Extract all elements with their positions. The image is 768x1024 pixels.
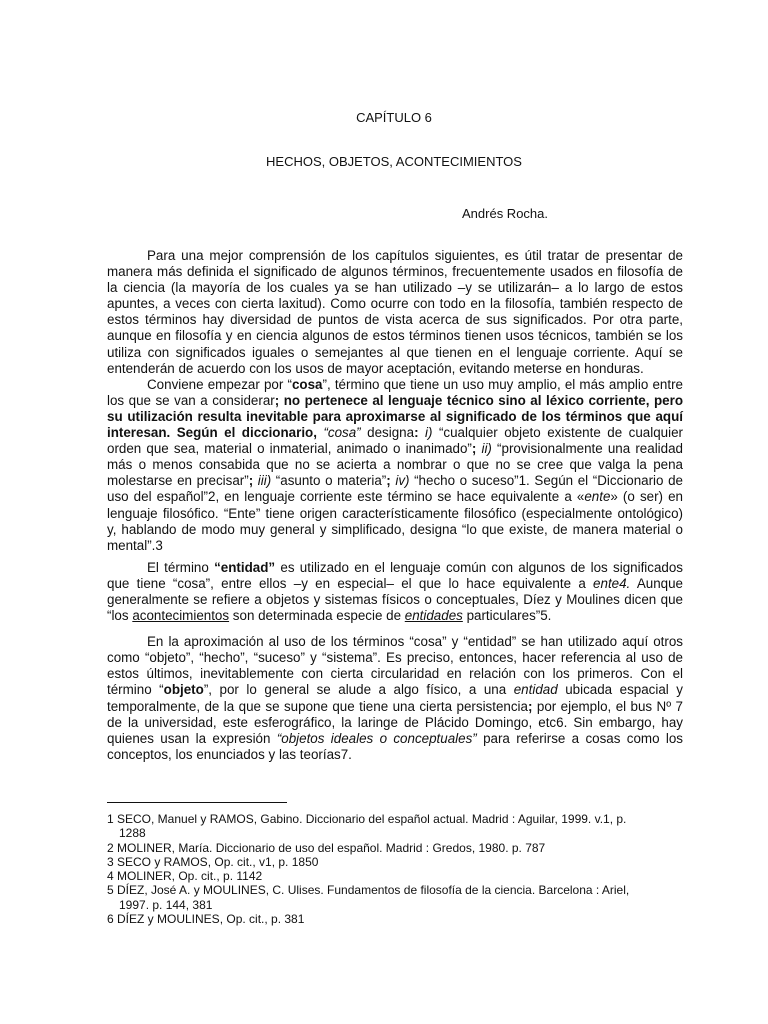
text-run: particulares”5. xyxy=(462,608,552,624)
footnote xyxy=(107,883,683,912)
text-run: ”, término que tiene un uso muy amplio, el más amplio entre los que se van a considerar xyxy=(107,376,683,408)
text-run: » (o ser) en lenguaje filosófico. “Ente” tiene origen característicamente filosófico (especialmente ontológico) y, hablando de modo muy general y simplificado, designa “lo que existe, de manera material o mental”.3 xyxy=(107,489,683,553)
term-cosa: cosa xyxy=(291,376,323,392)
text-run: por ejemplo, el bus Nº 7 de la universidad, este esferográfico, la laringe de Plácido Domingo, etc6. Sin embargo, hay quienes usan la expresión xyxy=(107,698,683,746)
footnote xyxy=(107,841,683,855)
text-run: ”, por lo general se alude a algo físico, a una xyxy=(203,682,514,698)
footnote xyxy=(107,912,683,926)
enum-marker: iii) xyxy=(257,473,272,489)
text-run: Aunque generalmente se refiere a objetos y sistemas físicos o conceptuales, Díez y Moulines dicen que “los xyxy=(107,575,683,624)
enum-marker: i) xyxy=(425,425,433,441)
text-run-bold: : xyxy=(414,425,426,441)
footnote-text: 6 DÍEZ y MOULINES, Op. cit., p. 381 xyxy=(107,912,305,927)
footnote xyxy=(107,855,683,869)
text-run: En la aproximación al uso de los términos “cosa” y “entidad” se han utilizado aquí otros como “objeto”, “hecho”, “suceso” y “sistema”. Es preciso, entonces, hacer referencia al uso de estos últimos, inevitablemente con cierta circularidad en relación con los primeros. Con el término “ xyxy=(107,634,683,698)
text-run: ubicada espacial y temporalmente, de la que se supone que tiene una cierta persistencia xyxy=(107,682,683,714)
paragraph-1: Para una mejor comprensión de los capítulos siguientes, es útil tratar de presentar de manera más definida el significado de algunos términos, frecuentemente usados en filosofía de la ciencia (la mayoría de los cuales ya se han utilizado –y se utilizarán– a lo largo de estos apuntes, a veces con cierta laxitud). Como ocurre con todo en la filosofía, también respecto de estos términos hay diversidad de puntos de vista acerca de sus significados. Por otra parte, aunque en filosofía y en ciencia algunos de estos términos tienen usos técnicos, también se los utiliza con significados iguales o semejantes al que tienen en el lenguaje corriente. Aquí se entenderán de acuerdo con los usos de mayor aceptación, evitando meterse en honduras. xyxy=(107,248,683,376)
chapter-title: HECHOS, OBJETOS, ACONTECIMIENTOS xyxy=(266,154,522,169)
text-run: “asunto o materia” xyxy=(271,473,387,489)
text-run-underlined: acontecimientos xyxy=(132,608,230,624)
footnote-text: 2 MOLINER, María. Diccionario de uso del español. Madrid : Gredos, 1980. p. 787 xyxy=(107,840,546,855)
text-run-bold: ; xyxy=(386,473,396,489)
chapter-heading: CAPÍTULO 6 xyxy=(356,110,432,125)
text-run: “cualquier objeto existente de cualquier orden que sea, material o inmaterial, animado o inanimado” xyxy=(107,425,683,457)
text-run-italic: “objetos ideales o conceptuales” xyxy=(276,730,477,746)
paragraph-2 xyxy=(107,377,683,554)
text-run-italic: ente xyxy=(584,489,611,505)
text-run: El término xyxy=(147,559,215,575)
text-run: son determinada especie de xyxy=(229,608,405,624)
enum-marker: iv) xyxy=(395,473,410,489)
footnote-separator xyxy=(107,802,287,803)
footnote xyxy=(107,812,683,841)
footnote-text: 1 SECO, Manuel y RAMOS, Gabino. Diccionario del español actual. Madrid : Aguilar, 1999. v.1, p. xyxy=(107,812,627,826)
footnote-text: 4 MOLINER, Op. cit., p. 1142 xyxy=(107,869,263,884)
text-run-italic: entidad xyxy=(513,682,558,698)
text-run-bold: ; xyxy=(527,698,533,714)
text-run: para referirse a cosas como los conceptos, los enunciados y las teorías7. xyxy=(107,730,683,762)
footnote-continuation: 1288 xyxy=(119,826,146,841)
footnote xyxy=(107,869,683,883)
paragraph-4 xyxy=(107,634,683,763)
paragraph-3 xyxy=(107,560,683,624)
footnote-continuation: 1997. p. 144, 381 xyxy=(119,897,213,912)
enum-marker: ii) xyxy=(481,441,492,457)
text-run: “hecho o suceso”1. Según el “Diccionario de uso del español”2, en lenguaje corriente este término se hace equivalente a « xyxy=(107,473,683,505)
text-run: designa xyxy=(360,425,415,441)
text-run-italic-underlined: entidades xyxy=(404,608,463,624)
footnote-text: 5 DÍEZ, José A. y MOULINES, C. Ulises. Fundamentos de filosofía de la ciencia. Barcelona : Ariel, xyxy=(107,883,630,898)
author-name: Andrés Rocha. xyxy=(462,206,548,221)
text-run-bold: ; xyxy=(248,473,258,489)
text-run-italic: “cosa” xyxy=(323,425,361,441)
footnote-text: 3 SECO y RAMOS, Op. cit., v1, p. 1850 xyxy=(107,854,319,869)
text-run-bold: ; no pertenece al lenguaje técnico sino al léxico corriente, pero su utilización resulta inevitable para aproximarse al significado de los términos que aquí interesan. Según el diccionario, xyxy=(107,392,684,441)
term-objeto: objeto xyxy=(163,682,204,698)
footnotes xyxy=(107,812,683,926)
body-text xyxy=(107,248,683,763)
text-run-italic: ente4. xyxy=(593,575,631,591)
text-run-bold: ; xyxy=(471,441,482,457)
text-run: es utilizado en el lenguaje común con algunos de los significados que tiene “cosa”, entre ellos –y en especial– el que lo hace equivalente a xyxy=(107,559,683,591)
text-run: Conviene empezar por “ xyxy=(147,376,292,392)
term-entidad: “entidad” xyxy=(214,559,276,575)
text-run: “provisionalmente una realidad más o menos consabida que no se acierta a nombrar o que no se cree que valga la pena molestarse en precisar” xyxy=(107,441,683,489)
